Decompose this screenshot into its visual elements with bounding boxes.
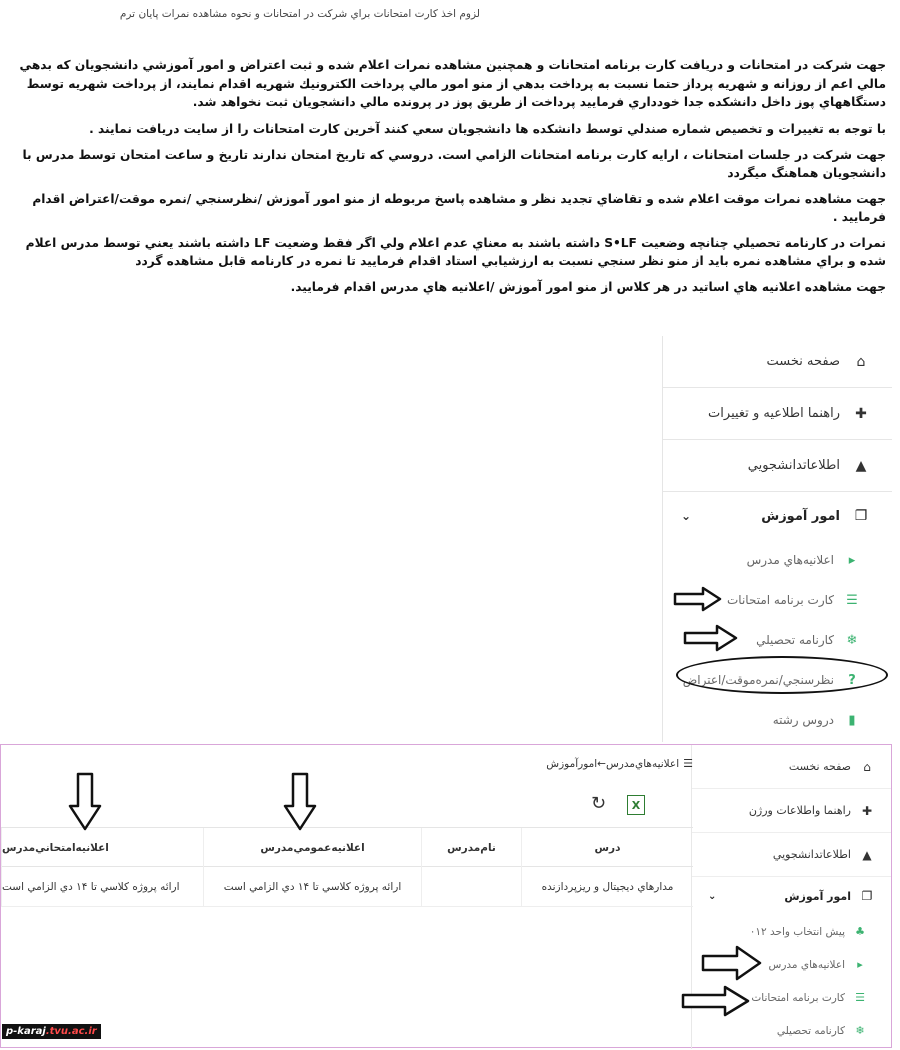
sidebar-item-guide[interactable] [663, 388, 892, 440]
sidebar-item-label: اطلاعاتدانشجويي [747, 458, 840, 473]
graduation-cap-icon: ▲ [855, 457, 867, 474]
sidebar-group-education-header[interactable] [692, 877, 891, 915]
cell-exam-announcement: ارائه پروژه کلاسي تا ۱۴ دي الزامي است [1, 867, 203, 907]
annotation-arrow-right [701, 945, 763, 981]
sidebar-item-label: صفحه نخست [766, 354, 840, 369]
header-course: درس [521, 828, 693, 868]
paragraph-exam-card: جهت شرکت در جلسات امتحانات ، ارايه کارت برنامه امتحانات الزامي است. دروسي که تاريخ امتحان ندارند تاريخ و ساعت امتحان توسط مدرس با دانشجويان هماهنگ ميگردد [22, 147, 886, 180]
sidebar-group-education [663, 492, 892, 740]
table-header [1, 827, 693, 867]
sidebar-group-education-header[interactable] [663, 492, 892, 540]
sidebar-item-label: کارنامه تحصيلي [756, 633, 834, 647]
sidebar-item-home[interactable] [663, 336, 892, 388]
bookmark-icon: ▮ [848, 712, 856, 728]
header-general-announcement: اعلانيه‌عمومي‌مدرس [203, 828, 421, 868]
breadcrumb [546, 757, 693, 770]
sidebar-item-transcript[interactable] [692, 1014, 891, 1047]
megaphone-icon: ▸ [857, 958, 863, 971]
question-icon: ? [848, 672, 856, 688]
paragraph-announcements: جهت مشاهده اعلانيه هاي اساتيد در هر کلاس از منو امور آموزش /اعلانيه هاي مدرس اقدام فرماييد. [290, 279, 886, 294]
annotation-arrow-right [681, 985, 751, 1017]
announcements-table [1, 827, 693, 907]
watermark-prefix: p-karaj [6, 1026, 46, 1037]
home-icon: ⌂ [863, 759, 871, 774]
sidebar-group-label: امور آموزش [784, 889, 851, 903]
breadcrumb-text: اعلانيه‌هاي‌مدرس←امورآموزش [546, 757, 680, 770]
snowflake-icon: ❄ [855, 1024, 865, 1037]
paragraph-seat-number: با توجه به تغييرات و تخصيص شماره صندلي توسط دانشکده ها دانشجويان سعي کنند آخرين کارت امتحانات را از سايت دريافت نمايند . [89, 122, 886, 136]
annotation-arrow-right [683, 624, 739, 652]
list-icon: ☰ [855, 991, 865, 1004]
megaphone-icon: ▸ [848, 552, 856, 568]
list-icon: ☰ [846, 592, 858, 608]
sidebar-item-label: اعلانيه‌هاي مدرس [768, 958, 845, 971]
copy-icon: ❐ [861, 889, 873, 903]
cell-course: مدارهاي ديجيتال و ريزپردازنده [521, 867, 693, 907]
sidebar-item-label: کارت برنامه امتحانات [751, 991, 845, 1004]
sidebar-item-label: اعلانيه‌هاي مدرس [746, 553, 834, 567]
toolbar [591, 793, 661, 817]
announcements-panel [1, 745, 693, 1049]
sidebar-item-preselect[interactable] [692, 915, 891, 948]
sidebar-item-label: کارنامه تحصيلي [776, 1024, 845, 1037]
header-teacher-name: نام‌مدرس [421, 828, 521, 868]
sidebar-item-label: راهنما اطلاعيه و تغييرات [708, 406, 840, 421]
watermark-domain: .tvu.ac.ir [45, 1026, 97, 1037]
filter-list-icon: ☰ [683, 757, 693, 770]
sidebar-item-student-info[interactable] [692, 833, 891, 877]
annotation-arrow-down [68, 772, 102, 832]
annotation-arrow-right [673, 586, 723, 612]
sidebar-item-label: راهنما واطلاعات ورژن [748, 804, 851, 817]
paragraph-payment: جهت شرکت در امتحانات و دريافت کارت برنامه امتحانات و همچنين مشاهده نمرات اعلام شده و ثبت اعتراض و امور آموزشي دانشجويان که بدهي مالي اعم از روزانه و شهريه پرداز حتما نسبت به پرداخت بدهي از منو امور مالي پرداخت الکترونيك شهريه اقدام نمايند، از پرداخت شهريه توسط دستگاههاي پوز داخل دانشکده جدا خودداري فرماييد پرداخت از طريق پوز در پرونده مالي دانشجويان ثبت نخواهد شد. [19, 58, 886, 109]
chevron-down-icon[interactable]: ⌄ [708, 890, 717, 902]
sidebar-item-label: صفحه نخست [788, 760, 851, 773]
instructions [14, 56, 886, 303]
cell-general-announcement: ارائه پروژه کلاسي تا ۱۴ دي الزامي است [203, 867, 421, 907]
table-row[interactable] [1, 867, 693, 907]
screenshot-announcements [0, 744, 892, 1048]
sidebar-item-student-info[interactable] [663, 440, 892, 492]
excel-export-icon[interactable]: X [627, 795, 645, 815]
sidebar-item-label: دروس رشته [772, 713, 834, 727]
paragraph-temporary-grades: جهت مشاهده نمرات موقت اعلام شده و تقاضاي تجديد نظر و مشاهده پاسخ مربوطه از منو امور آموزش /نظرسنجي /نمره موقت/اعتراض اقدام فرماييد . [32, 191, 886, 224]
home-icon: ⌂ [856, 353, 866, 370]
paragraph-transcript: نمرات در کارنامه تحصيلي چنانچه وضعيت S•LF داشته باشند به معناي عدم اعلام ولي اگر فقط وضعيت LF داشته باشند يعني توسط مدرس اعلام شده و براي مشاهده نمره بايد از منو نظر سنجي نسبت به ارزشيابي استاد اقدام فرماييد تا نمره در کارنامه قابل مشاهده گردد [25, 235, 886, 268]
annotation-arrow-down [283, 772, 317, 832]
cubes-icon: ♣ [855, 925, 865, 938]
sidebar-item-label: پيش انتخاب واحد ۰۱۲ [749, 925, 845, 938]
annotation-highlight-oval [676, 656, 888, 694]
copy-icon: ❐ [854, 508, 868, 524]
sidebar-item-guide-version[interactable] [692, 789, 891, 833]
header-exam-announcement: اعلانيه‌امتحاني‌مدرس [1, 828, 203, 868]
sidebar-item-courses[interactable] [663, 700, 892, 740]
refresh-icon[interactable]: ↻ [591, 793, 607, 814]
sidebar-item-label: کارت برنامه امتحانات [727, 593, 834, 607]
puzzle-icon: ✚ [861, 803, 873, 818]
site-watermark [2, 1024, 101, 1039]
sidebar-item-teacher-announcements[interactable] [663, 540, 892, 580]
sidebar-item-label: اطلاعاتدانشجويي [772, 848, 851, 861]
graduation-cap-icon: ▲ [862, 847, 872, 862]
cell-teacher-name [421, 867, 521, 907]
sidebar-item-label: نظرسنجي/نمره‌موقت/اعتراض [682, 673, 834, 687]
sidebar-group-label: امور آموزش [761, 508, 840, 524]
sidebar-item-home[interactable] [692, 745, 891, 789]
snowflake-icon: ❄ [846, 632, 858, 648]
chevron-down-icon[interactable]: ⌄ [681, 509, 692, 523]
puzzle-icon: ✚ [855, 405, 867, 422]
page-title: لزوم اخذ کارت امتحانات براي شرکت در امتحانات و نحوه مشاهده نمرات پايان ترم [119, 8, 480, 20]
